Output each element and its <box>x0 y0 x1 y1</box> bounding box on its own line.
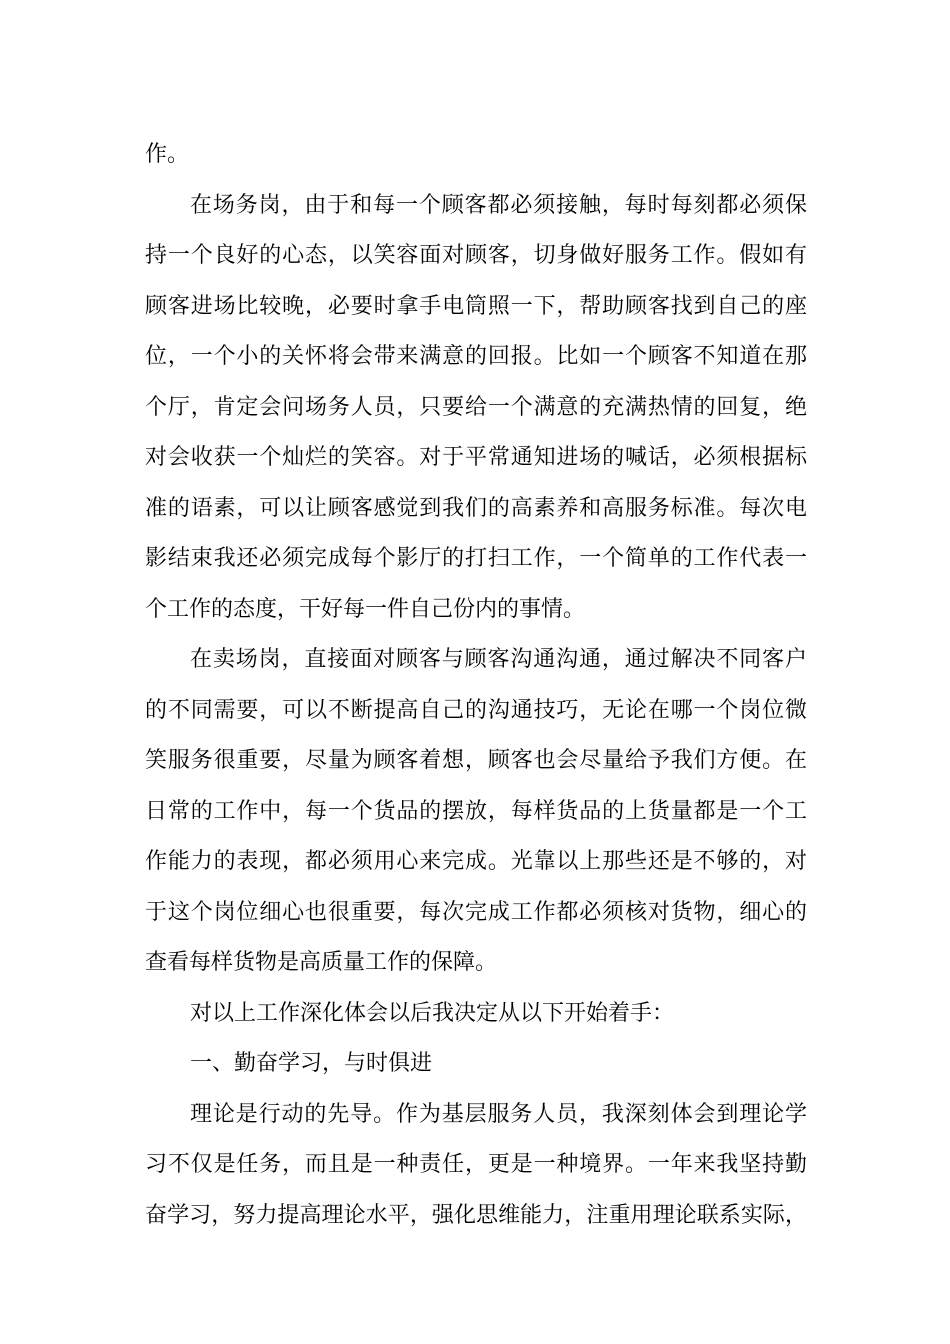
text-line: 查看每样货物是高质量工作的保障。 <box>145 950 498 975</box>
text-line: 的不同需要，可以不断提高自己的沟通技巧，无论在哪一个岗位微 <box>145 697 807 723</box>
text-line: 习不仅是任务，而且是一种责任，更是一种境界。一年来我坚持勤 <box>145 1152 807 1177</box>
text-line: 一、勤奋学习，与时俱进 <box>190 1051 433 1076</box>
text-line: 作能力的表现，都必须用心来完成。光靠以上那些还是不够的，对 <box>145 849 807 874</box>
text-line: 个厅，肯定会问场务人员，只要给一个满意的充满热情的回复，绝 <box>145 394 807 420</box>
text-line: 在场务岗，由于和每一个顾客都必须接触，每时每刻都必须保 <box>190 192 807 218</box>
text-line: 作。 <box>145 142 190 167</box>
text-line: 笑服务很重要，尽量为顾客着想，顾客也会尽量给予我们方便。在 <box>145 748 807 773</box>
text-line: 对会收获一个灿烂的笑容。对于平常通知进场的喊话，必须根据标 <box>145 445 807 470</box>
text-line: 位，一个小的关怀将会带来满意的回报。比如一个顾客不知道在那 <box>145 344 807 369</box>
text-line: 在卖场岗，直接面对顾客与顾客沟通沟通，通过解决不同客户 <box>190 647 807 672</box>
text-line: 影结束我还必须完成每个影厅的打扫工作，一个简单的工作代表一 <box>145 546 807 571</box>
text-line: 对以上工作深化体会以后我决定从以下开始着手： <box>190 1000 675 1026</box>
text-line: 准的语素，可以让顾客感觉到我们的高素养和高服务标准。每次电 <box>145 495 807 521</box>
text-line: 顾客进场比较晚，必要时拿手电筒照一下，帮助顾客找到自己的座 <box>145 293 807 319</box>
text-line: 持一个良好的心态，以笑容面对顾客，切身做好服务工作。假如有 <box>145 243 807 268</box>
text-line: 奋学习，努力提高理论水平，强化思维能力，注重用理论联系实际， <box>145 1202 807 1228</box>
text-line: 于这个岗位细心也很重要，每次完成工作都必须核对货物，细心的 <box>145 899 807 925</box>
text-line: 个工作的态度，干好每一件自己份内的事情。 <box>145 596 586 622</box>
text-line: 理论是行动的先导。作为基层服务人员，我深刻体会到理论学 <box>190 1101 807 1127</box>
document-body <box>145 130 807 1241</box>
text-line: 日常的工作中，每一个货品的摆放，每样货品的上货量都是一个工 <box>145 798 807 824</box>
